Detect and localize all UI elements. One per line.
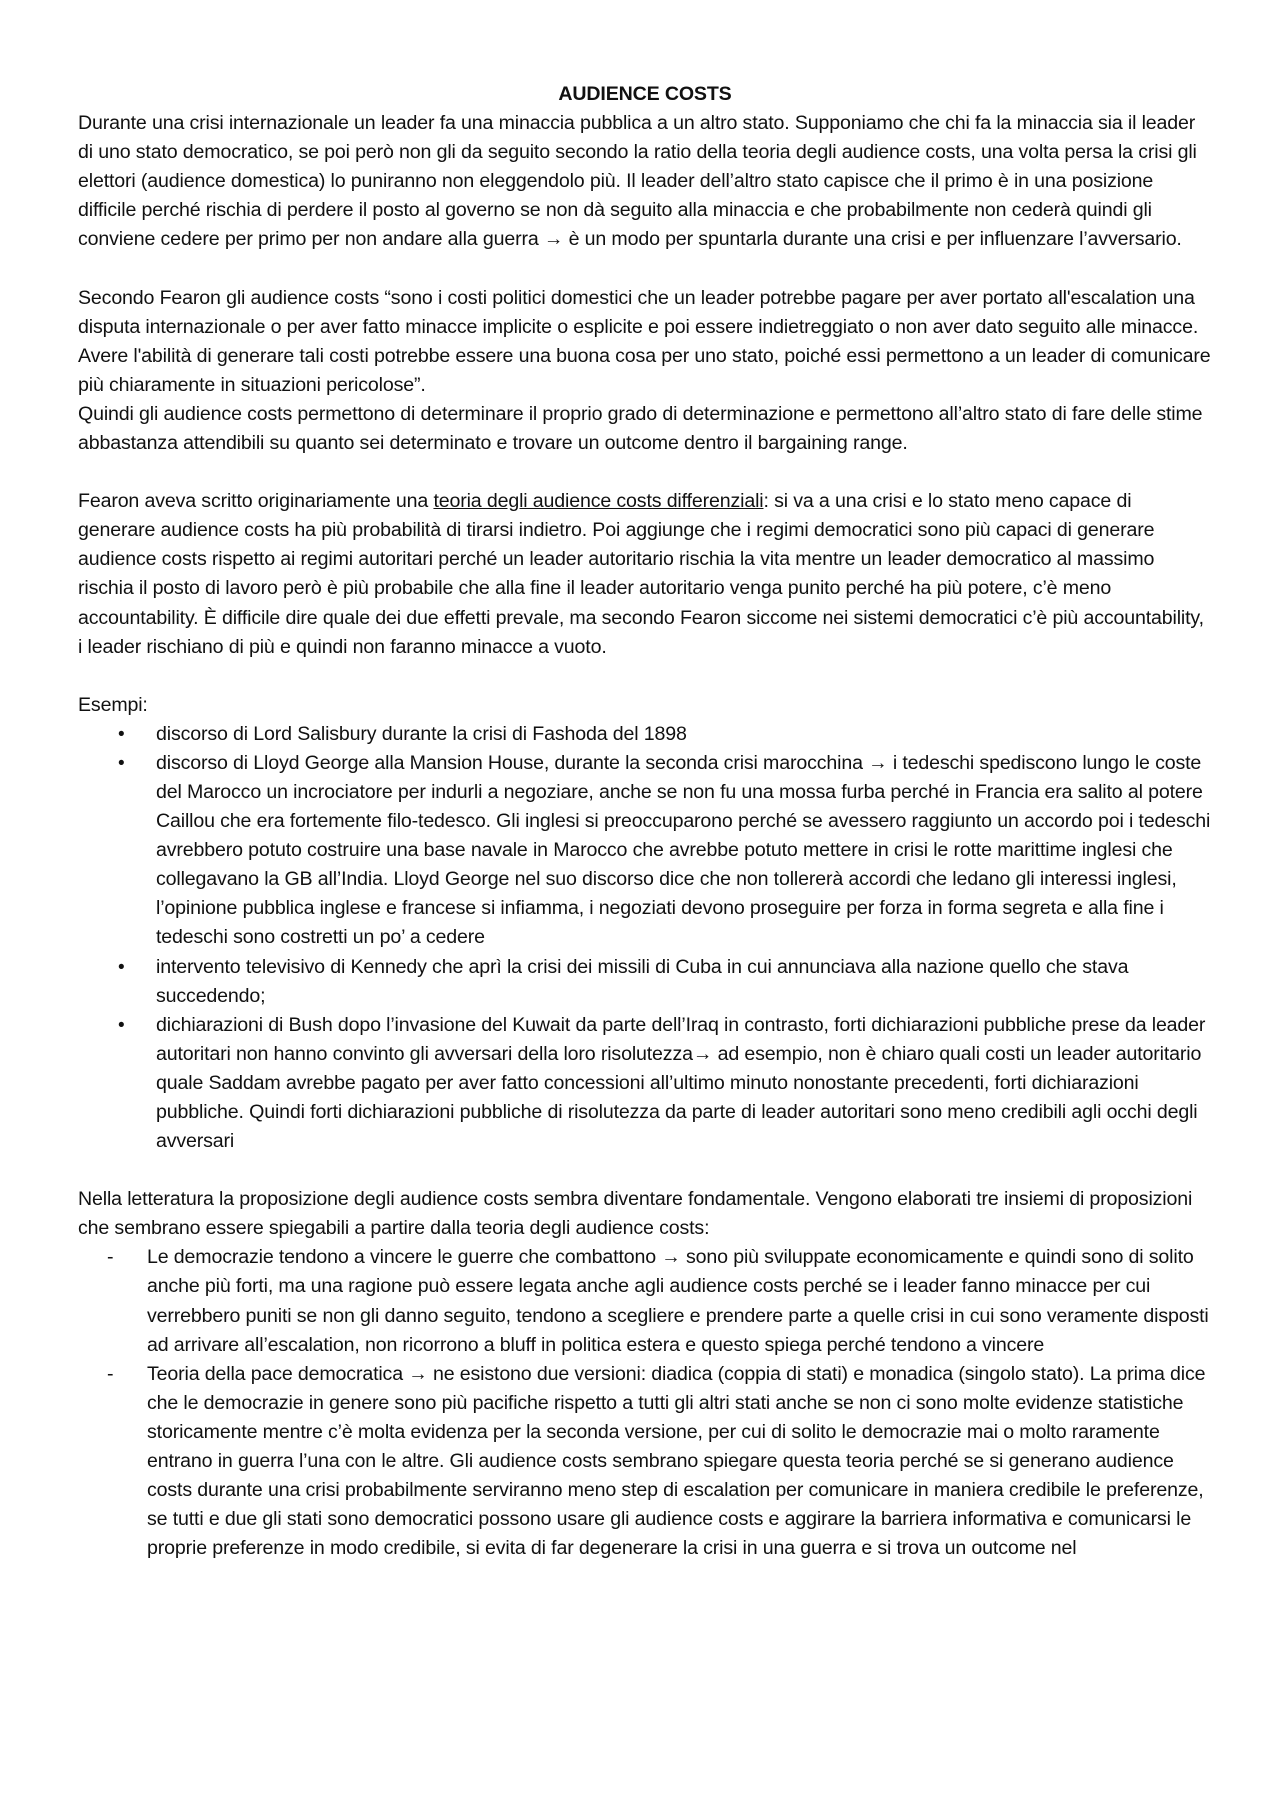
paragraph-gap xyxy=(78,255,1212,284)
examples-list xyxy=(78,720,1212,1156)
paragraph-gap xyxy=(78,1156,1212,1185)
list-item-text: Teoria della pace democratica → ne esistono due versioni: diadica (coppia di stati) e monadica (singolo stato). La prima dice che le democrazie in genere sono più pacifiche rispetto a tutti gli altri stati anche se non ci sono molte evidenze statistiche storicamente mentre c’è molta evidenza per la seconda versione, per cui di solito le democrazie mai o molto raramente entrano in guerra l’una con le altre. Gli audience costs sembrano spiegare questa teoria perché se si generano audience costs durante una crisi probabilmente serviranno meno step di escalation per comunicare in maniera credibile le preferenze, se tutti e due gli stati sono democratici possono usare gli audience costs e aggirare la barriera informativa e comunicarsi le proprie preferenze in modo credibile, si evita di far degenerare la crisi in una guerra e si trova un outcome nel xyxy=(147,1362,1206,1560)
paragraph-fearon-quote: Secondo Fearon gli audience costs “sono i costi politici domestici che un leader potrebbe pagare per aver portato all'escalation una disputa internazionale o per aver fatto minacce implicite o esplicite e poi essere indietreggiato o non aver dato seguito alle minacce. Avere l'abilità di generare tali costi potrebbe essere una buona cosa per uno stato, poiché essi permettono a un leader di comunicare più chiaramente in situazioni pericolose”. xyxy=(78,286,1211,396)
text-span: Fearon aveva scritto originariamente una xyxy=(78,490,434,513)
list-item xyxy=(107,1243,1212,1359)
document-page xyxy=(78,80,1212,1563)
examples-label: Esempi: xyxy=(78,693,148,716)
list-item-text: dichiarazioni di Bush dopo l’invasione del Kuwait da parte dell’Iraq in contrasto, forti dichiarazioni pubbliche prese da leader autoritari non hanno convinto gli avversari della loro risolutezza→ ad esempio, non è chiaro quali costi un leader autoritario quale Saddam avrebbe pagato per aver fatto concessioni all’ultimo minuto nonostante precedenti, forti dichiarazioni pubbliche. Quindi forti dichiarazioni pubbliche di risolutezza da parte di leader autoritari sono meno credibili agli occhi degli avversari xyxy=(156,1013,1206,1153)
paragraph-intro: Durante una crisi internazionale un leader fa una minaccia pubblica a un altro stato. Supponiamo che chi fa la minaccia sia il leader di uno stato democratico, se poi però non gli da seguito secondo la ratio della teoria degli audience costs, una volta persa la crisi gli elettori (audience domestica) lo puniranno non eleggendolo più. Il leader dell’altro stato capisce che il primo è in una posizione difficile perché rischia di perdere il posto al governo se non dà seguito alla minaccia e che probabilmente non cederà quindi gli conviene cedere per primo per non andare alla guerra → è un modo per spuntarla durante una crisi e per influenzare l’avversario. xyxy=(78,112,1197,251)
list-item-text: Le democrazie tendono a vincere le guerre che combattono → sono più sviluppate economicamente e quindi sono di solito anche più forti, ma una ragione può essere legata anche agli audience costs perché se i leader fanno minacce per cui verrebbero puniti se non gli danno seguito, tendono a scegliere e prendere parte a quelle crisi in cui sono veramente disposti ad arrivare all’escalation, non ricorrono a bluff in politica estera e questo spiega perché tendono a vincere xyxy=(147,1246,1209,1356)
list-item xyxy=(118,1011,1212,1156)
list-item-text: discorso di Lloyd George alla Mansion House, durante la seconda crisi marocchina → i tedeschi spediscono lungo le coste del Marocco un incrociatore per indurli a negoziare, anche se non fu una mossa furba perché in Francia era salito al potere Caillou che era fortemente filo-tedesco. Gli inglesi si preoccuparono perché se avessero raggiunto un accordo poi i tedeschi avrebbero potuto costruire una base navale in Marocco che avrebbe potuto mettere in crisi le rotte marittime inglesi che collegavano la GB all’India. Lloyd George nel suo discorso dice che non tollererà accordi che ledano gli interessi inglesi, l’opinione pubblica inglese e francese si infiamma, i negoziati devono proseguire per forza in forma segreta e alla fine i tedeschi sono costretti un po’ a cedere xyxy=(156,751,1211,949)
bullet-icon: • xyxy=(118,752,125,774)
propositions-list xyxy=(78,1243,1212,1563)
dash-icon: - xyxy=(107,1362,114,1385)
list-item xyxy=(118,720,1212,749)
paragraph-gap xyxy=(78,458,1212,487)
list-item-text: discorso di Lord Salisbury durante la crisi di Fashoda del 1898 xyxy=(156,722,687,745)
page-title: AUDIENCE COSTS xyxy=(558,83,732,105)
bullet-icon: • xyxy=(118,1014,125,1036)
bullet-icon: • xyxy=(118,956,125,978)
list-item-text: intervento televisivo di Kennedy che aprì la crisi dei missili di Cuba in cui annunciava alla nazione quello che stava succedendo; xyxy=(156,955,1129,1007)
text-span: : si va a una crisi e lo stato meno capace di generare audience costs ha più probabilità di tirarsi indietro. Poi aggiunge che i regimi democratici sono più capaci di generare audience costs rispetto ai regimi autoritari perché un leader autoritario rischia la vita mentre un leader democratico al massimo rischia il posto di lavoro però è più probabile che alla fine il leader autoritario venga punito perché ha più potere, c’è meno accountability. È difficile dire quale dei due effetti prevale, ma secondo Fearon siccome nei sistemi democratici c’è più accountability, i leader rischiano di più e quindi non faranno minacce a vuoto. xyxy=(78,490,1204,658)
list-item xyxy=(107,1360,1212,1564)
paragraph-determination: Quindi gli audience costs permettono di determinare il proprio grado di determinazione e permettono all’altro stato di fare delle stime abbastanza attendibili su quanto sei determinato e trovare un outcome dentro il bargaining range. xyxy=(78,402,1203,455)
paragraph-differential-theory xyxy=(78,487,1212,662)
bullet-icon: • xyxy=(118,723,125,745)
list-item xyxy=(118,953,1212,1011)
paragraph-gap xyxy=(78,662,1212,691)
underlined-term: teoria degli audience costs differenziali xyxy=(433,490,764,513)
paragraph-literature: Nella letteratura la proposizione degli audience costs sembra diventare fondamentale. Vengono elaborati tre insiemi di proposizioni che sembrano essere spiegabili a partire dalla teoria degli audience costs: xyxy=(78,1188,1193,1240)
dash-icon: - xyxy=(107,1246,114,1269)
list-item xyxy=(118,749,1212,953)
